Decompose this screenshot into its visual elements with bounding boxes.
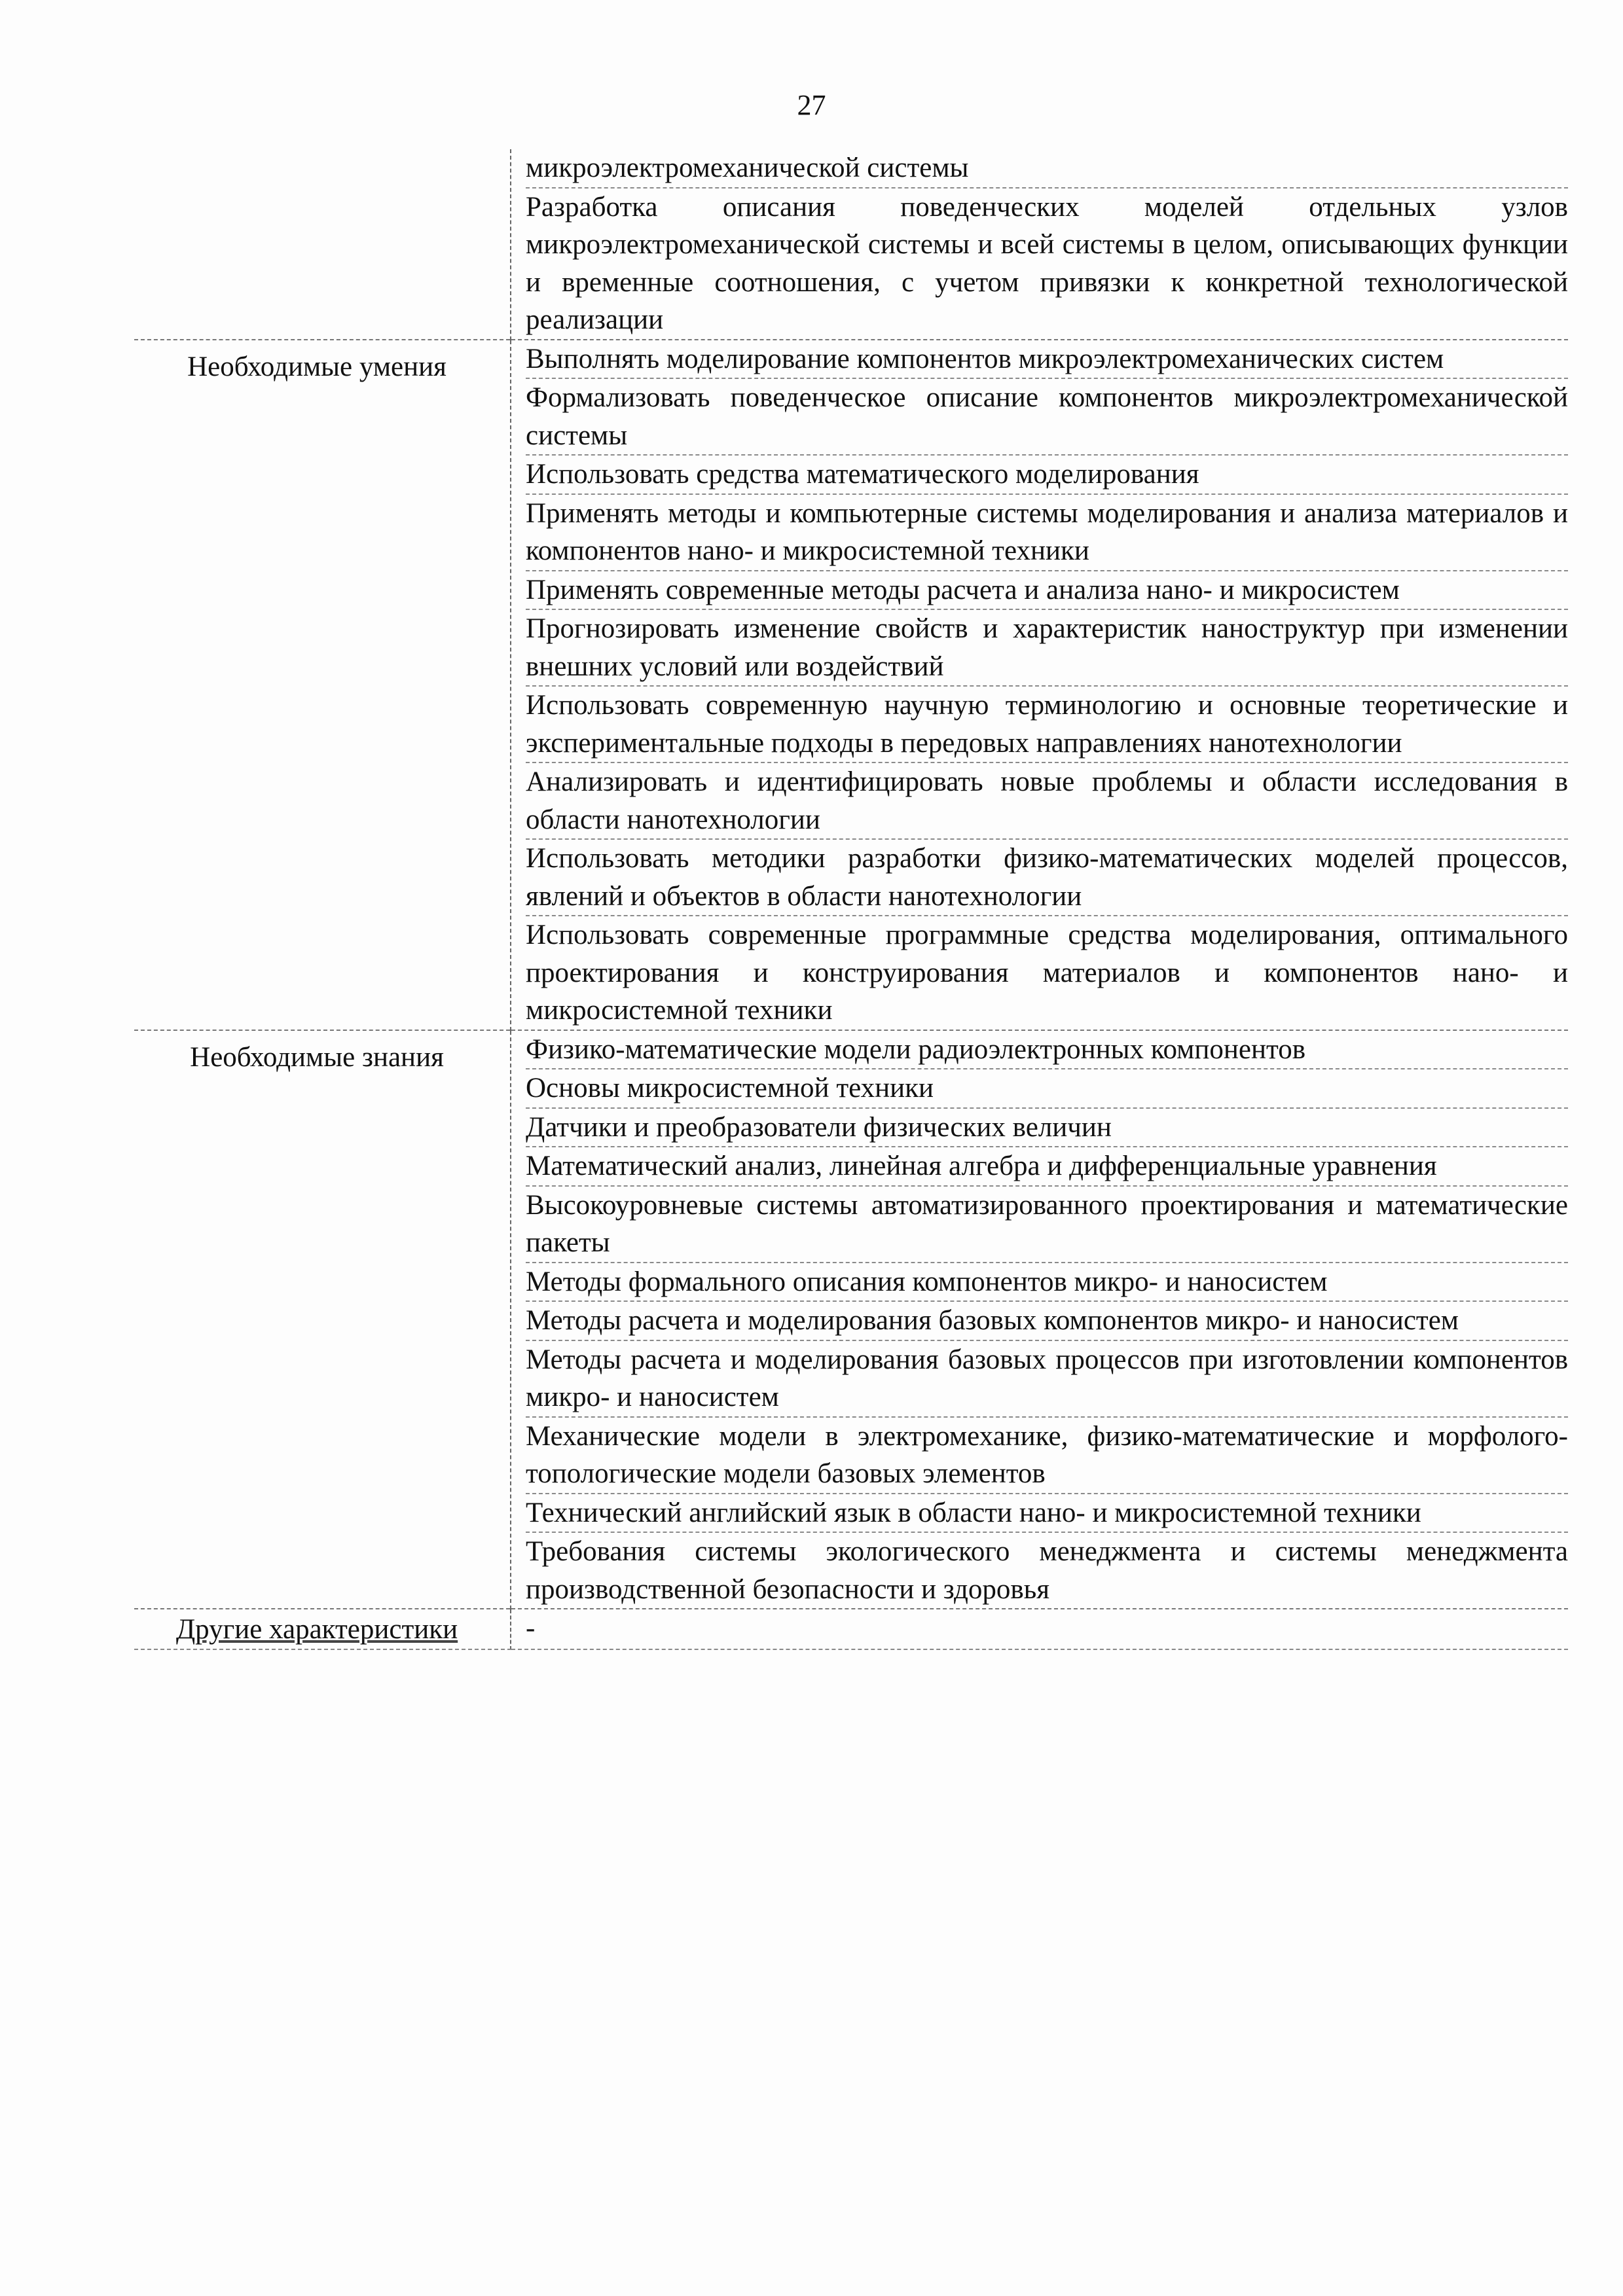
continuation-item: Разработка описания поведенческих моделей отдельных узлов микроэлектромеханической системы и всей системы в целом, описывающих функции и временные соотношения, с учетом привязки к конкретной технологической реализации — [526, 191, 1568, 335]
page-number: 27 — [797, 89, 826, 121]
skill-item: Формализовать поведенческое описание компонентов микроэлектромеханической системы — [526, 379, 1568, 456]
knowledge-item: Методы расчета и моделирования базовых процессов при изготовлении компонентов микро- и наносистем — [526, 1341, 1568, 1418]
continuation-item: микроэлектромеханической системы — [526, 149, 1568, 188]
continuation-label-cell — [134, 149, 511, 340]
skill-item: Использовать средства математического моделирования — [526, 456, 1568, 495]
skill-item: Использовать современную научную терминологию и основные теоретические и экспериментальные подходы в передовых направлениях нанотехнологии — [526, 687, 1568, 763]
knowledge-row — [134, 1030, 1568, 1609]
knowledge-item: Математический анализ, линейная алгебра и дифференциальные уравнения — [526, 1147, 1568, 1187]
knowledge-item: Основы микросистемной техники — [526, 1069, 1568, 1109]
skill-item: Анализировать и идентифицировать новые проблемы и области исследования в области нанотехнологии — [526, 763, 1568, 840]
skills-label: Необходимые умения — [134, 340, 511, 1030]
knowledge-item: Технический английский язык в области нано- и микросистемной техники — [526, 1494, 1568, 1534]
knowledge-item: Методы расчета и моделирования базовых компонентов микро- и наносистем — [526, 1302, 1568, 1341]
knowledge-item: Методы формального описания компонентов микро- и наносистем — [526, 1263, 1568, 1302]
qualification-table — [134, 149, 1568, 1650]
other-value: - — [526, 1613, 536, 1643]
other-row — [134, 1609, 1568, 1649]
knowledge-item: Механические модели в электромеханике, физико-математические и морфолого-топологические модели базовых элементов — [526, 1418, 1568, 1494]
skill-item: Использовать методики разработки физико-математических моделей процессов, явлений и объектов в области нанотехнологии — [526, 840, 1568, 916]
skill-item: Выполнять моделирование компонентов микроэлектромеханических систем — [526, 340, 1568, 380]
skill-item: Прогнозировать изменение свойств и характеристик наноструктур при изменении внешних условий или воздействий — [526, 610, 1568, 687]
other-label: Другие характеристики — [134, 1609, 511, 1649]
knowledge-item: Высокоуровневые системы автоматизированного проектирования и математические пакеты — [526, 1187, 1568, 1263]
knowledge-item: Датчики и преобразователи физических величин — [526, 1109, 1568, 1148]
continuation-row — [134, 149, 1568, 340]
skill-item: Использовать современные программные средства моделирования, оптимального проектирования и конструирования материалов и компонентов нано- и микросистемной техники — [526, 920, 1568, 1026]
skill-item: Применять методы и компьютерные системы моделирования и анализа материалов и компонентов нано- и микросистемной техники — [526, 495, 1568, 571]
skills-row — [134, 340, 1568, 1030]
skill-item: Применять современные методы расчета и анализа нано- и микросистем — [526, 571, 1568, 611]
knowledge-item: Требования системы экологического менеджмента и системы менеджмента производственной безопасности и здоровья — [526, 1536, 1568, 1605]
knowledge-label: Необходимые знания — [134, 1030, 511, 1609]
knowledge-item: Физико-математические модели радиоэлектронных компонентов — [526, 1031, 1568, 1070]
